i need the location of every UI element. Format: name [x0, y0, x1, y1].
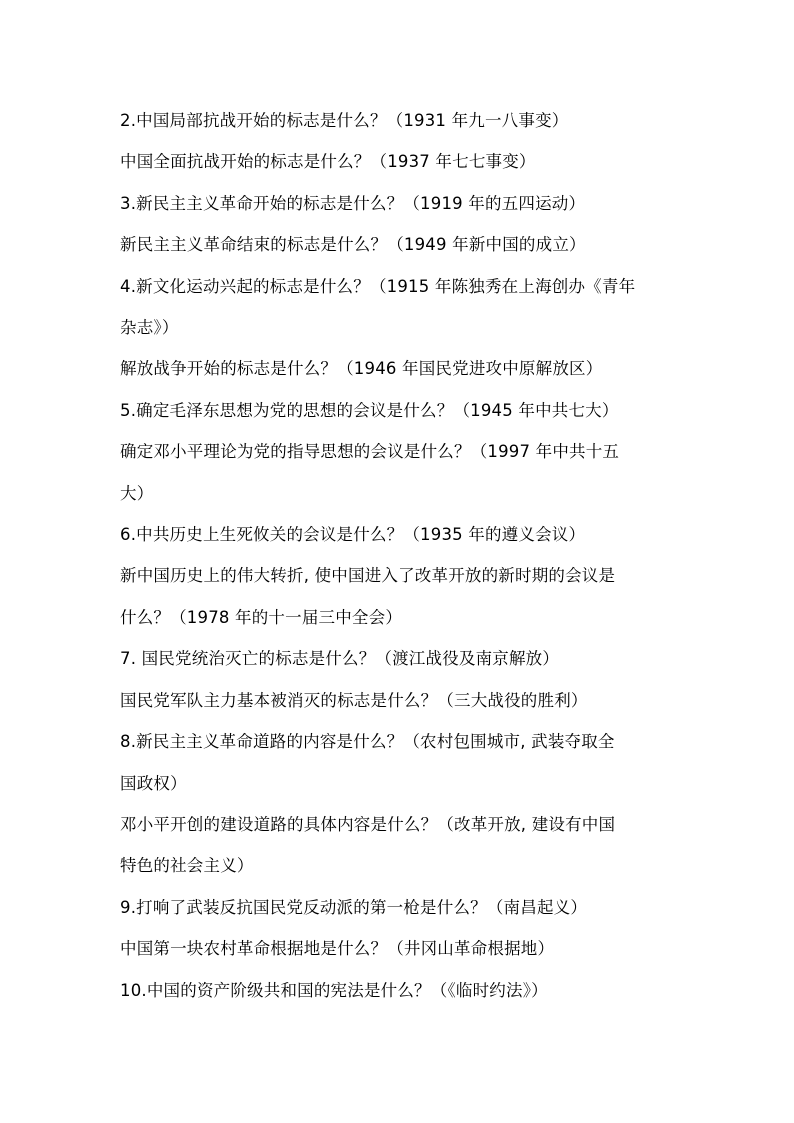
text-line: 特色的社会主义）: [120, 856, 254, 876]
text-line: 7. 国民党统治灭亡的标志是什么？（渡江战役及南京解放）: [120, 649, 560, 669]
text-line: 解放战争开始的标志是什么？（1946 年国民党进攻中原解放区）: [120, 359, 603, 379]
text-line: 9.打响了武装反抗国民党反动派的第一枪是什么？（南昌起义）: [120, 897, 588, 917]
text-line: 8.新民主主义革命道路的内容是什么？（农村包围城市, 武装夺取全: [120, 732, 615, 752]
text-line: 10.中国的资产阶级共和国的宪法是什么？（《临时约法》）: [120, 980, 548, 1000]
text-line: 国民党军队主力基本被消灭的标志是什么？（三大战役的胜利）: [120, 690, 588, 710]
text-line: 中国第一块农村革命根据地是什么？（井冈山革命根据地）: [120, 939, 555, 959]
text-line: 什么？（1978 年的十一届三中全会）: [120, 607, 403, 627]
text-line: 大）: [120, 483, 154, 503]
text-line: 邓小平开创的建设道路的具体内容是什么？（改革开放, 建设有中国: [120, 814, 616, 834]
text-line: 中国全面抗战开始的标志是什么？（1937 年七七事变）: [120, 152, 536, 172]
text-line: 3.新民主主义革命开始的标志是什么？（1919 年的五四运动）: [120, 193, 586, 213]
text-line: 6.中共历史上生死攸关的会议是什么？（1935 年的遵义会议）: [120, 525, 586, 545]
text-line: 2.中国局部抗战开始的标志是什么？（1931 年九一八事变）: [120, 111, 569, 130]
text-line: 4.新文化运动兴起的标志是什么？（1915 年陈独秀在上海创办《青年: [120, 276, 636, 296]
text-line: 国政权）: [120, 773, 187, 793]
text-line: 新中国历史上的伟大转折, 使中国进入了改革开放的新时期的会议是: [120, 566, 616, 586]
text-line: 5.确定毛泽东思想为党的思想的会议是什么？（1945 年中共七大）: [120, 400, 619, 420]
text-line: 新民主主义革命结束的标志是什么？（1949 年新中国的成立）: [120, 235, 586, 255]
text-line: 确定邓小平理论为党的指导思想的会议是什么？（1997 年中共十五: [120, 442, 620, 462]
text-line: 杂志》）: [120, 318, 179, 338]
